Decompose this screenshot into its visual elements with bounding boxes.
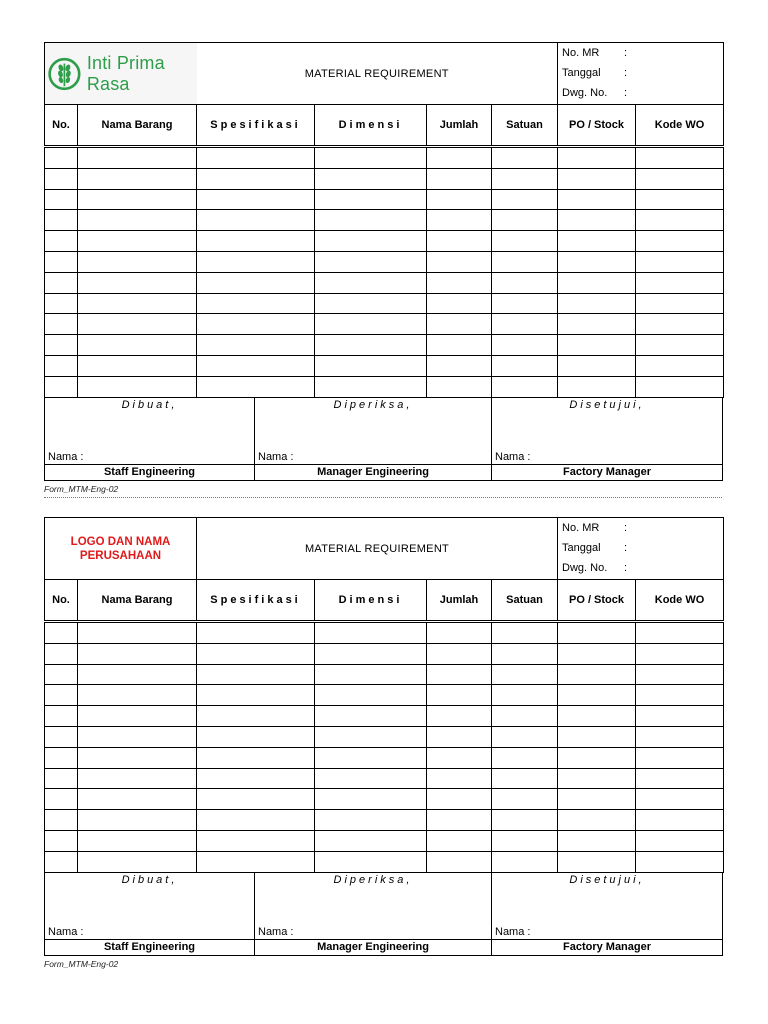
table-cell[interactable] [197, 376, 315, 397]
table-cell[interactable] [315, 789, 427, 810]
dwg-no-label: Dwg. No. [562, 87, 608, 99]
logo-placeholder-cell [45, 518, 197, 580]
table-cell[interactable] [558, 210, 636, 231]
table-cell[interactable] [636, 810, 724, 831]
table-cell[interactable] [492, 622, 558, 644]
table-cell[interactable] [45, 376, 78, 397]
table-cell[interactable] [427, 168, 492, 189]
table-cell[interactable] [636, 231, 724, 252]
table-cell[interactable] [78, 314, 197, 335]
table-cell[interactable] [427, 251, 492, 272]
table-cell[interactable] [492, 685, 558, 706]
table-cell[interactable] [45, 231, 78, 252]
table-cell[interactable] [197, 314, 315, 335]
no-mr-label: No. MR [562, 47, 600, 59]
table-cell[interactable] [78, 685, 197, 706]
table-cell[interactable] [315, 851, 427, 872]
table-cell[interactable] [78, 335, 197, 356]
meta-fields [558, 43, 724, 105]
sig-made-title: Dibuat, [121, 398, 178, 411]
table-cell[interactable] [315, 664, 427, 685]
table-cell[interactable] [315, 231, 427, 252]
table-cell[interactable] [315, 726, 427, 747]
company-logo-cell [45, 43, 197, 105]
table-cell[interactable] [45, 272, 78, 293]
table-cell[interactable] [45, 851, 78, 872]
sig-checked-cell[interactable] [255, 397, 492, 464]
table-cell[interactable] [636, 747, 724, 768]
col-dimensi: Dimensi [315, 105, 427, 147]
table-cell[interactable] [197, 851, 315, 872]
table-cell[interactable] [636, 768, 724, 789]
table-cell[interactable] [492, 747, 558, 768]
table-cell[interactable] [558, 768, 636, 789]
table-cell[interactable] [427, 664, 492, 685]
colon: : [624, 542, 628, 554]
table-cell[interactable] [558, 335, 636, 356]
table-cell[interactable] [558, 622, 636, 644]
table-cell[interactable] [492, 851, 558, 872]
sig-checked-title: Diperiksa, [333, 398, 413, 411]
company-name: Inti Prima Rasa [86, 52, 165, 94]
table-row [45, 830, 724, 851]
form-title: MATERIAL REQUIREMENT [197, 518, 558, 580]
table-cell[interactable] [636, 335, 724, 356]
table-cell[interactable] [636, 147, 724, 169]
colon: : [624, 522, 628, 534]
table-cell[interactable] [558, 293, 636, 314]
table-cell[interactable] [45, 789, 78, 810]
table-cell[interactable] [315, 355, 427, 376]
table-row [45, 168, 724, 189]
col-po-stock: PO / Stock [558, 580, 636, 622]
table-cell[interactable] [636, 355, 724, 376]
material-requirement-form-2 [44, 517, 722, 969]
table-cell[interactable] [197, 810, 315, 831]
cut-line [44, 497, 722, 498]
table-cell[interactable] [492, 355, 558, 376]
table-cell[interactable] [492, 726, 558, 747]
table-row [45, 293, 724, 314]
col-dimensi: Dimensi [315, 580, 427, 622]
table-cell[interactable] [45, 189, 78, 210]
dwg-no-label: Dwg. No. [562, 562, 608, 574]
table-cell[interactable] [45, 664, 78, 685]
form-code: Form_MTM-Eng-02 [44, 958, 119, 969]
table-cell[interactable] [558, 851, 636, 872]
table-cell[interactable] [78, 706, 197, 727]
table-row [45, 147, 724, 169]
table-cell[interactable] [197, 789, 315, 810]
material-requirement-form-1 [44, 42, 722, 494]
no-mr-label: No. MR [562, 522, 600, 534]
role-factory: Factory Manager [492, 939, 723, 955]
colon: : [624, 47, 628, 59]
table-cell[interactable] [315, 147, 427, 169]
table-cell[interactable] [315, 210, 427, 231]
table-cell[interactable] [558, 231, 636, 252]
table-cell[interactable] [636, 210, 724, 231]
table-cell[interactable] [78, 622, 197, 644]
col-kode-wo: Kode WO [636, 105, 724, 147]
table-cell[interactable] [45, 747, 78, 768]
table-cell[interactable] [427, 272, 492, 293]
table-cell[interactable] [427, 789, 492, 810]
table-cell[interactable] [315, 376, 427, 397]
name-label: Nama : [258, 925, 294, 938]
tanggal-label: Tanggal [562, 67, 601, 79]
item-rows [45, 622, 724, 873]
table-cell[interactable] [78, 210, 197, 231]
table-cell[interactable] [636, 168, 724, 189]
table-cell[interactable] [427, 706, 492, 727]
form-grid [44, 517, 724, 873]
table-cell[interactable] [636, 706, 724, 727]
table-cell[interactable] [427, 685, 492, 706]
table-cell[interactable] [197, 251, 315, 272]
table-cell[interactable] [492, 810, 558, 831]
col-po-stock: PO / Stock [558, 105, 636, 147]
table-cell[interactable] [45, 251, 78, 272]
sig-approved-title: Disetujui, [569, 398, 645, 411]
column-header-row [45, 580, 724, 622]
table-cell[interactable] [492, 706, 558, 727]
table-row [45, 747, 724, 768]
table-cell[interactable] [197, 293, 315, 314]
table-cell[interactable] [315, 168, 427, 189]
table-cell[interactable] [636, 314, 724, 335]
tanggal-label: Tanggal [562, 542, 601, 554]
table-cell[interactable] [427, 210, 492, 231]
table-cell[interactable] [636, 830, 724, 851]
table-cell[interactable] [45, 622, 78, 644]
table-cell[interactable] [315, 685, 427, 706]
table-cell[interactable] [492, 664, 558, 685]
table-cell[interactable] [197, 168, 315, 189]
table-cell[interactable] [492, 272, 558, 293]
table-cell[interactable] [197, 726, 315, 747]
table-cell[interactable] [558, 726, 636, 747]
table-cell[interactable] [197, 147, 315, 169]
table-cell[interactable] [315, 314, 427, 335]
table-cell[interactable] [78, 810, 197, 831]
table-cell[interactable] [315, 293, 427, 314]
table-cell[interactable] [427, 376, 492, 397]
table-row [45, 768, 724, 789]
table-row [45, 376, 724, 397]
col-kode-wo: Kode WO [636, 580, 724, 622]
table-cell[interactable] [558, 272, 636, 293]
dwg-no-field[interactable] [558, 558, 723, 578]
table-cell[interactable] [636, 851, 724, 872]
table-cell[interactable] [636, 685, 724, 706]
table-cell[interactable] [315, 251, 427, 272]
sig-approved-cell[interactable] [492, 397, 723, 464]
table-cell[interactable] [78, 664, 197, 685]
table-cell[interactable] [492, 314, 558, 335]
table-cell[interactable] [492, 789, 558, 810]
table-cell[interactable] [427, 147, 492, 169]
sig-approved-title: Disetujui, [569, 873, 645, 886]
tanggal-field[interactable] [558, 63, 723, 83]
table-row [45, 810, 724, 831]
name-label: Nama : [48, 450, 84, 463]
table-cell[interactable] [197, 643, 315, 664]
table-cell[interactable] [45, 335, 78, 356]
colon: : [624, 87, 628, 99]
table-row [45, 189, 724, 210]
table-cell[interactable] [315, 747, 427, 768]
table-cell[interactable] [558, 643, 636, 664]
role-manager: Manager Engineering [255, 464, 492, 480]
table-cell[interactable] [427, 355, 492, 376]
table-cell[interactable] [492, 830, 558, 851]
table-cell[interactable] [78, 231, 197, 252]
table-cell[interactable] [45, 147, 78, 169]
table-cell[interactable] [197, 664, 315, 685]
table-row [45, 622, 724, 644]
table-cell[interactable] [197, 335, 315, 356]
signature-grid [44, 872, 723, 956]
table-cell[interactable] [197, 272, 315, 293]
table-cell[interactable] [78, 851, 197, 872]
table-row [45, 314, 724, 335]
table-cell[interactable] [197, 210, 315, 231]
table-cell[interactable] [492, 376, 558, 397]
table-row [45, 335, 724, 356]
table-row [45, 851, 724, 872]
table-cell[interactable] [427, 747, 492, 768]
logo-placeholder-text: LOGO DAN NAMA PERUSAHAAN [70, 535, 171, 562]
table-cell[interactable] [427, 768, 492, 789]
sig-checked-title: Diperiksa, [333, 873, 413, 886]
table-cell[interactable] [427, 293, 492, 314]
table-cell[interactable] [45, 314, 78, 335]
table-cell[interactable] [636, 293, 724, 314]
col-satuan: Satuan [492, 105, 558, 147]
col-spesifikasi: Spesifikasi [197, 580, 315, 622]
table-cell[interactable] [197, 189, 315, 210]
table-cell[interactable] [45, 810, 78, 831]
form-grid [44, 42, 724, 398]
table-cell[interactable] [427, 335, 492, 356]
table-cell[interactable] [78, 251, 197, 272]
table-cell[interactable] [427, 314, 492, 335]
table-cell[interactable] [45, 768, 78, 789]
table-cell[interactable] [427, 189, 492, 210]
no-mr-field[interactable] [558, 43, 723, 63]
table-cell[interactable] [427, 231, 492, 252]
table-cell[interactable] [315, 622, 427, 644]
form-title: MATERIAL REQUIREMENT [197, 43, 558, 105]
item-rows [45, 147, 724, 398]
name-label: Nama : [495, 925, 531, 938]
table-cell[interactable] [78, 376, 197, 397]
table-row [45, 231, 724, 252]
table-cell[interactable] [427, 830, 492, 851]
table-row [45, 706, 724, 727]
name-label: Nama : [258, 450, 294, 463]
table-cell[interactable] [492, 643, 558, 664]
role-staff: Staff Engineering [45, 464, 255, 480]
table-cell[interactable] [636, 789, 724, 810]
wheat-leaf-logo-icon [47, 54, 82, 94]
table-cell[interactable] [78, 272, 197, 293]
table-row [45, 251, 724, 272]
col-jumlah: Jumlah [427, 105, 492, 147]
table-cell[interactable] [45, 706, 78, 727]
table-cell[interactable] [558, 830, 636, 851]
table-cell[interactable] [558, 789, 636, 810]
table-cell[interactable] [558, 706, 636, 727]
table-cell[interactable] [558, 376, 636, 397]
no-mr-field[interactable] [558, 518, 723, 538]
table-cell[interactable] [558, 168, 636, 189]
table-cell[interactable] [636, 376, 724, 397]
col-satuan: Satuan [492, 580, 558, 622]
table-cell[interactable] [45, 355, 78, 376]
name-label: Nama : [495, 450, 531, 463]
table-cell[interactable] [558, 189, 636, 210]
table-row [45, 726, 724, 747]
table-row [45, 355, 724, 376]
table-cell[interactable] [197, 355, 315, 376]
table-cell[interactable] [197, 231, 315, 252]
table-cell[interactable] [492, 335, 558, 356]
col-jumlah: Jumlah [427, 580, 492, 622]
sig-checked-cell[interactable] [255, 872, 492, 939]
table-cell[interactable] [492, 168, 558, 189]
colon: : [624, 562, 628, 574]
col-no: No. [45, 105, 78, 147]
table-cell[interactable] [558, 251, 636, 272]
col-nama-barang: Nama Barang [78, 105, 197, 147]
sig-made-title: Dibuat, [121, 873, 178, 886]
form-code: Form_MTM-Eng-02 [44, 483, 119, 494]
role-staff: Staff Engineering [45, 939, 255, 955]
table-cell[interactable] [78, 643, 197, 664]
sig-approved-cell[interactable] [492, 872, 723, 939]
meta-fields [558, 518, 724, 580]
table-cell[interactable] [78, 355, 197, 376]
table-cell[interactable] [45, 685, 78, 706]
col-nama-barang: Nama Barang [78, 580, 197, 622]
table-cell[interactable] [492, 768, 558, 789]
table-row [45, 789, 724, 810]
table-cell[interactable] [558, 685, 636, 706]
table-cell[interactable] [492, 189, 558, 210]
table-row [45, 664, 724, 685]
name-label: Nama : [48, 925, 84, 938]
sig-made-cell[interactable] [45, 872, 255, 939]
table-cell[interactable] [492, 231, 558, 252]
table-cell[interactable] [558, 314, 636, 335]
table-cell[interactable] [45, 168, 78, 189]
col-no: No. [45, 580, 78, 622]
table-cell[interactable] [636, 189, 724, 210]
table-cell[interactable] [197, 830, 315, 851]
table-row [45, 210, 724, 231]
col-spesifikasi: Spesifikasi [197, 105, 315, 147]
table-cell[interactable] [636, 643, 724, 664]
table-row [45, 272, 724, 293]
table-cell[interactable] [636, 251, 724, 272]
table-cell[interactable] [45, 210, 78, 231]
table-cell[interactable] [315, 189, 427, 210]
table-cell[interactable] [197, 622, 315, 644]
table-cell[interactable] [45, 293, 78, 314]
table-cell[interactable] [78, 830, 197, 851]
table-cell[interactable] [78, 189, 197, 210]
table-row [45, 685, 724, 706]
table-cell[interactable] [427, 726, 492, 747]
table-cell[interactable] [636, 622, 724, 644]
table-cell[interactable] [78, 768, 197, 789]
table-cell[interactable] [315, 768, 427, 789]
table-cell[interactable] [197, 747, 315, 768]
table-cell[interactable] [197, 706, 315, 727]
table-cell[interactable] [78, 747, 197, 768]
table-cell[interactable] [558, 810, 636, 831]
table-cell[interactable] [315, 810, 427, 831]
table-cell[interactable] [197, 768, 315, 789]
table-cell[interactable] [492, 147, 558, 169]
dwg-no-field[interactable] [558, 83, 723, 103]
sig-made-cell[interactable] [45, 397, 255, 464]
table-cell[interactable] [315, 706, 427, 727]
table-cell[interactable] [197, 685, 315, 706]
table-cell[interactable] [427, 622, 492, 644]
table-cell[interactable] [78, 789, 197, 810]
table-cell[interactable] [78, 147, 197, 169]
table-cell[interactable] [315, 272, 427, 293]
table-cell[interactable] [427, 643, 492, 664]
table-cell[interactable] [636, 272, 724, 293]
table-cell[interactable] [78, 168, 197, 189]
table-cell[interactable] [636, 664, 724, 685]
table-cell[interactable] [558, 355, 636, 376]
table-cell[interactable] [558, 747, 636, 768]
table-cell[interactable] [636, 726, 724, 747]
table-cell[interactable] [315, 643, 427, 664]
table-cell[interactable] [78, 293, 197, 314]
table-cell[interactable] [558, 664, 636, 685]
table-cell[interactable] [45, 726, 78, 747]
table-cell[interactable] [315, 335, 427, 356]
table-cell[interactable] [427, 851, 492, 872]
table-cell[interactable] [78, 726, 197, 747]
table-cell[interactable] [45, 643, 78, 664]
table-cell[interactable] [492, 251, 558, 272]
role-manager: Manager Engineering [255, 939, 492, 955]
table-row [45, 643, 724, 664]
colon: : [624, 67, 628, 79]
table-cell[interactable] [558, 147, 636, 169]
role-factory: Factory Manager [492, 464, 723, 480]
column-header-row [45, 105, 724, 147]
table-cell[interactable] [427, 810, 492, 831]
table-cell[interactable] [492, 293, 558, 314]
tanggal-field[interactable] [558, 538, 723, 558]
table-cell[interactable] [492, 210, 558, 231]
table-cell[interactable] [315, 830, 427, 851]
signature-grid [44, 397, 723, 481]
table-cell[interactable] [45, 830, 78, 851]
